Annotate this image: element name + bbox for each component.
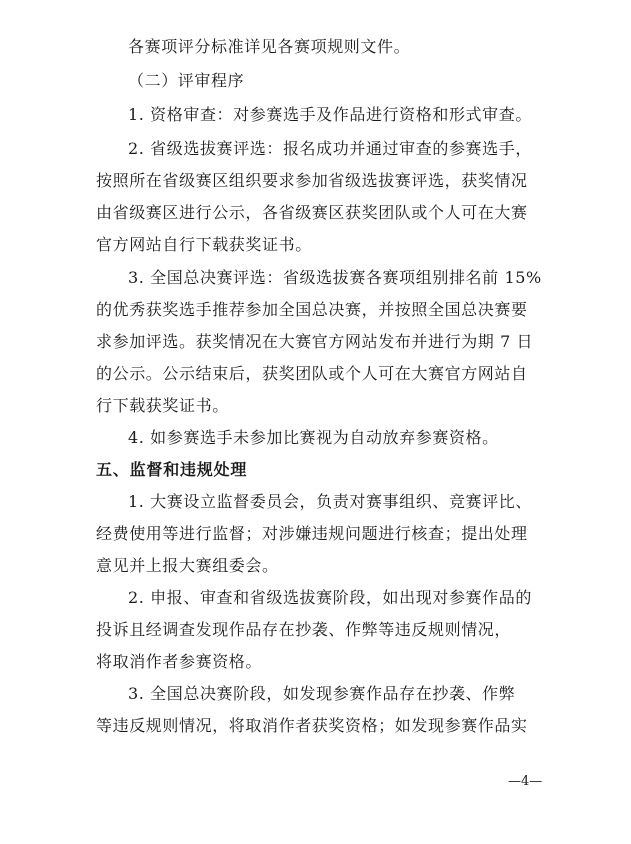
paragraph-line-9: 的优秀获奖选手推荐参加全国总决赛，并按照全国总决赛要: [96, 300, 528, 319]
section-heading: 五、监督和违规处理: [96, 460, 248, 479]
paragraph-line-7: 官方网站自行下载获奖证书。: [96, 235, 312, 254]
paragraph-line-20: 将取消作者参赛资格。: [96, 652, 263, 671]
paragraph-line-10: 求参加评选。获奖情况在大赛官方网站发布并进行为期 7 日: [96, 332, 534, 351]
paragraph-line-3: 1. 资格审查：对参赛选手及作品进行资格和形式审查。: [128, 105, 532, 124]
paragraph-line-21: 3. 全国总决赛阶段，如发现参赛作品存在抄袭、作弊: [128, 684, 516, 703]
paragraph-line-12: 行下载获奖证书。: [96, 396, 229, 415]
paragraph-line-5: 按照所在省级赛区组织要求参加省级选拔赛评选，获奖情况: [96, 171, 528, 190]
paragraph-line-1: 各赛项评分标准详见各赛项规则文件。: [128, 37, 411, 56]
paragraph-line-16: 经费使用等进行监督；对涉嫌违规问题进行核查；提出处理: [96, 524, 528, 543]
paragraph-line-19: 投诉且经调查发现作品存在抄袭、作弊等违反规则情况，: [96, 620, 512, 639]
paragraph-line-22: 等违反规则情况，将取消作者获奖资格；如发现参赛作品实: [96, 716, 528, 735]
paragraph-line-8: 3. 全国总决赛评选：省级选拔赛各赛项组别排名前 15%: [128, 268, 542, 287]
paragraph-line-11: 的公示。公示结束后，获奖团队或个人可在大赛官方网站自: [96, 364, 528, 383]
paragraph-line-17: 意见并上报大赛组委会。: [96, 556, 279, 575]
paragraph-line-6: 由省级赛区进行公示，各省级赛区获奖团队或个人可在大赛: [96, 203, 528, 222]
paragraph-line-13: 4. 如参赛选手未参加比赛视为自动放弃参赛资格。: [128, 428, 499, 447]
paragraph-line-4: 2. 省级选拔赛评选：报名成功并通过审查的参赛选手，: [128, 139, 532, 158]
paragraph-line-18: 2. 申报、审查和省级选拔赛阶段，如出现对参赛作品的: [128, 588, 532, 607]
page-number: —4—: [508, 774, 543, 789]
paragraph-line-15: 1. 大赛设立监督委员会，负责对赛事组织、竞赛评比、: [128, 492, 532, 511]
section-subheading: （二）评审程序: [128, 71, 245, 90]
